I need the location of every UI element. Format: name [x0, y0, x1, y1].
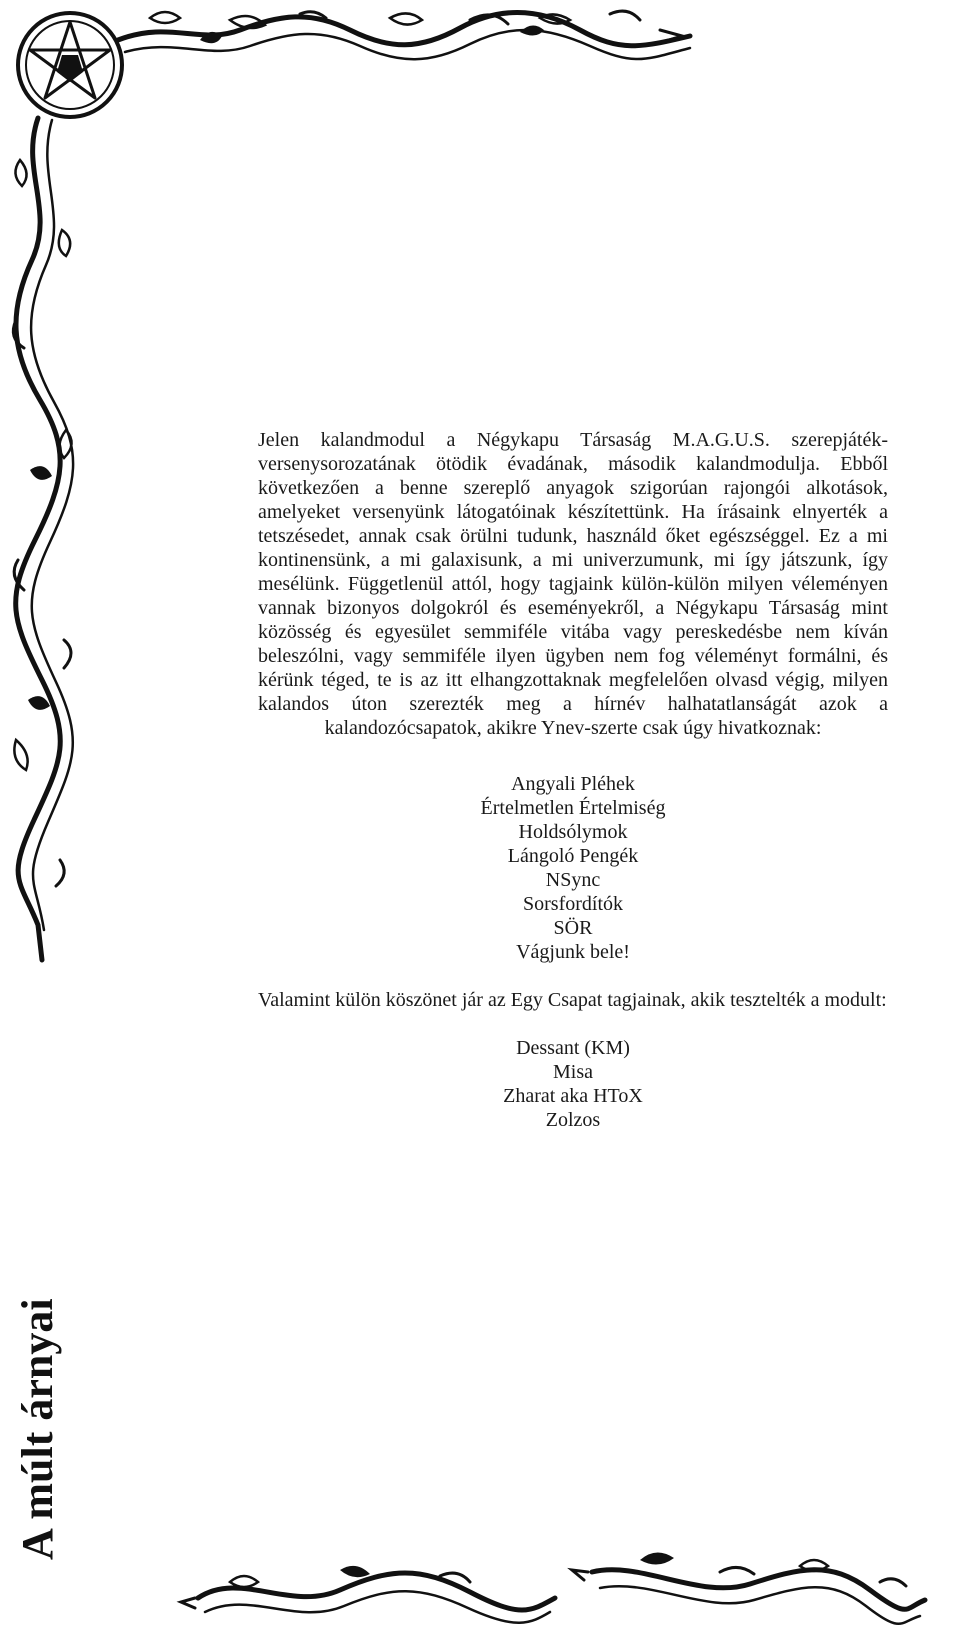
page-content	[258, 428, 888, 1132]
team-item: NSync	[545, 869, 601, 891]
bottom-left-ornament	[181, 1566, 555, 1623]
book-title-vertical: A múlt árnyai	[13, 1298, 62, 1560]
intro-paragraph: Jelen kalandmodul a Négykapu Társaság M.A.G.U.S. szerepjáték-versenysorozatának ötödik évadának, második kalandmodulja. Ebből következően a benne szereplő anyagok szigorúan rajongói alkotások, amelyeket versenyünk látogatóinak készítettünk. Ha írásaink elnyerték a tetszésedet, annak csak örülni tudunk, használd őket egészséggel. Ez a mi kontinensünk, a mi galaxisunk, a mi univerzumunk, mi így játszunk, így mesélünk. Függetlenül attól, hogy tagjaink külön-külön milyen véleményen vannak bizonyos dolgokról és eseményekről, a Négykapu Társaság mint közösség és egyesület semmiféle vitába vagy pereskedésbe nem kíván beleszólni, vagy semmiféle ilyen ügyben nem fog véleményt formálni, és kérünk téged, te is az itt elhangzottaknak megfelelően olvasd végig, milyen kalandos úton szerezték meg a hírnév halhatatlanságát azok a kalandozócsapatok, akikre Ynev-szerte csak úgy hivatkoznak:	[258, 429, 888, 739]
team-list	[258, 772, 888, 964]
team-item: SÖR	[553, 917, 593, 939]
team-item: Vágjunk bele!	[516, 941, 630, 963]
team-item: Lángoló Pengék	[507, 845, 639, 867]
tester-item: Misa	[553, 1061, 593, 1083]
tester-item: Zolzos	[545, 1109, 601, 1131]
team-item: Értelmetlen Értelmiség	[480, 797, 666, 819]
bottom-right-ornament	[572, 1552, 925, 1623]
top-border-ornament	[118, 11, 690, 59]
team-item: Holdsólymok	[518, 821, 628, 843]
tester-item: Dessant (KM)	[516, 1037, 630, 1059]
left-border-ornament	[13, 118, 73, 960]
tester-list	[258, 1036, 888, 1132]
thanks-paragraph: Valamint külön köszönet jár az Egy Csapat tagjainak, akik tesztelték a modult:	[258, 989, 887, 1011]
pentagram-emblem	[18, 13, 122, 117]
team-item: Angyali Pléhek	[511, 773, 635, 795]
tester-item: Zharat aka HToX	[503, 1085, 643, 1107]
team-item: Sorsfordítók	[523, 893, 623, 915]
